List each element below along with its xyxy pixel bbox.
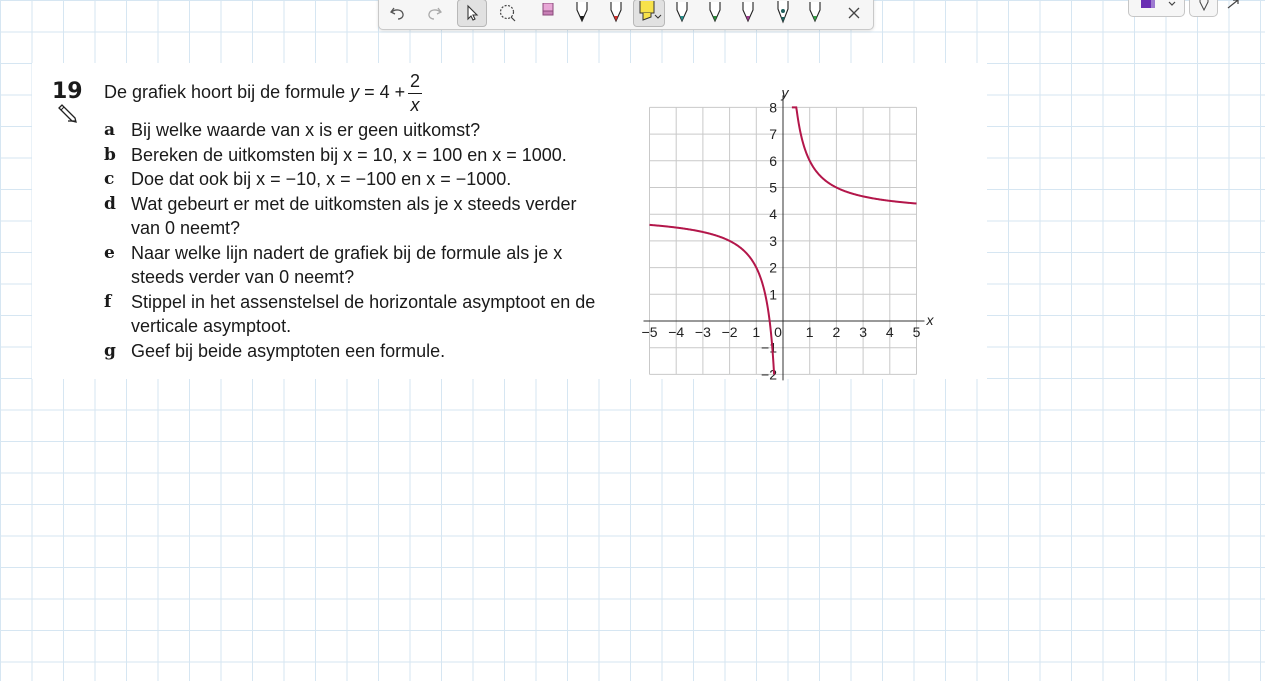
exercise-intro — [104, 82, 405, 103]
redo-icon — [425, 4, 443, 22]
x-tick-label: 2 — [832, 324, 841, 340]
pen-teal-button[interactable] — [667, 0, 697, 27]
undo-button[interactable] — [383, 0, 413, 27]
question-text: Wat gebeurt er met de uitkomsten als je x steeds verder van 0 neemt? — [131, 193, 577, 238]
question-text: Naar welke lijn nadert de grafiek bij de formule als je x steeds verder van 0 neemt? — [131, 242, 563, 287]
question-letter: d — [104, 193, 116, 214]
pen-teal-icon — [675, 2, 689, 24]
color-swatch-icon — [1141, 0, 1181, 12]
y-tick-label: 1 — [769, 286, 777, 303]
fraction-denominator: x — [410, 95, 420, 115]
drawing-toolbar — [378, 0, 874, 30]
x-tick-label: −2 — [721, 324, 738, 340]
eraser-button[interactable] — [533, 0, 563, 27]
pencil-icon[interactable] — [56, 104, 78, 124]
y-tick-label: 6 — [769, 152, 777, 169]
fraction-numerator: 2 — [408, 70, 422, 94]
y-tick-label: 3 — [769, 232, 777, 249]
highlighter-yellow-button[interactable] — [633, 0, 665, 27]
question-letter: a — [104, 120, 116, 140]
question-letter: f — [104, 291, 112, 312]
pen-teal-dark-button[interactable] — [768, 0, 798, 27]
close-toolbar-button[interactable] — [839, 0, 869, 27]
x-tick-label: 3 — [859, 324, 867, 340]
pen-red-icon — [609, 2, 623, 24]
select-button[interactable] — [457, 0, 487, 27]
question-text: Geef bij beide asymptoten een formule. — [131, 340, 446, 361]
color-picker-button[interactable] — [1128, 0, 1185, 17]
x-tick-label: −4 — [668, 324, 685, 340]
x-tick-label: −3 — [694, 324, 711, 340]
question-text: Doe dat ook bij x = −10, x = −100 en x = −1000. — [131, 169, 512, 189]
intro-text: De grafiek hoort bij de formule — [104, 82, 351, 102]
x-tick-label: 5 — [912, 324, 921, 340]
highlighter-yellow-icon — [636, 1, 662, 25]
pen-purple-icon — [741, 2, 755, 24]
y-tick-label: −1 — [761, 339, 777, 356]
pen-black-icon — [575, 2, 589, 24]
x-tick-label: 1 — [805, 324, 814, 340]
question-letter: g — [104, 340, 116, 361]
y-tick-label: 2 — [769, 259, 777, 276]
graph-chart — [636, 82, 936, 384]
select-pointer-icon — [464, 4, 480, 22]
question-text: Bij welke waarde van x is er geen uitkomst? — [131, 120, 481, 140]
y-tick-label: 7 — [769, 126, 777, 143]
x-tick-label: −5 — [641, 324, 658, 340]
y-axis-label: y — [781, 84, 789, 101]
formula-fraction — [408, 70, 422, 116]
y-tick-label: 4 — [769, 206, 777, 223]
question-text: Stippel in het assenstelsel de horizontale asymptoot en de verticale asymptoot. — [131, 291, 596, 336]
question-letter: b — [104, 144, 116, 165]
formula-rest: = 4 + — [359, 82, 406, 102]
lasso-icon — [498, 3, 518, 23]
undo-icon — [389, 4, 407, 22]
question-text: Bereken de uitkomsten bij x = 10, x = 100 en x = 1000. — [131, 144, 567, 165]
curve-left-branch — [650, 225, 775, 375]
x-tick-label: 0 — [774, 324, 782, 340]
pen-green-icon — [708, 2, 722, 24]
x-axis-label: x — [926, 312, 934, 328]
pen-black-button[interactable] — [567, 0, 597, 27]
y-tick-label: −2 — [761, 366, 777, 383]
eraser-icon — [540, 3, 556, 23]
pen-green-light-icon — [808, 2, 822, 24]
pen-purple-button[interactable] — [733, 0, 763, 27]
pen-teal-dark-icon — [776, 1, 790, 25]
pen-outline-icon — [1197, 0, 1211, 12]
question-letter: e — [104, 242, 115, 263]
redo-button[interactable] — [419, 0, 449, 27]
question-letter: c — [104, 169, 115, 189]
lasso-button[interactable] — [493, 0, 523, 27]
expand-icon[interactable] — [1226, 0, 1240, 10]
x-tick-label: 1 — [752, 324, 761, 340]
exercise-number: 19 — [52, 79, 83, 104]
pen-green-button[interactable] — [700, 0, 730, 27]
pen-green-light-button[interactable] — [800, 0, 830, 27]
y-tick-label: 8 — [769, 99, 777, 116]
y-tick-label: 5 — [769, 179, 777, 196]
curve-right-branch — [792, 107, 917, 203]
close-icon — [848, 7, 860, 19]
x-tick-label: 4 — [885, 324, 894, 340]
pen-red-button[interactable] — [601, 0, 631, 27]
pen-options-button[interactable] — [1189, 0, 1218, 17]
formula-variable: y — [350, 82, 360, 102]
